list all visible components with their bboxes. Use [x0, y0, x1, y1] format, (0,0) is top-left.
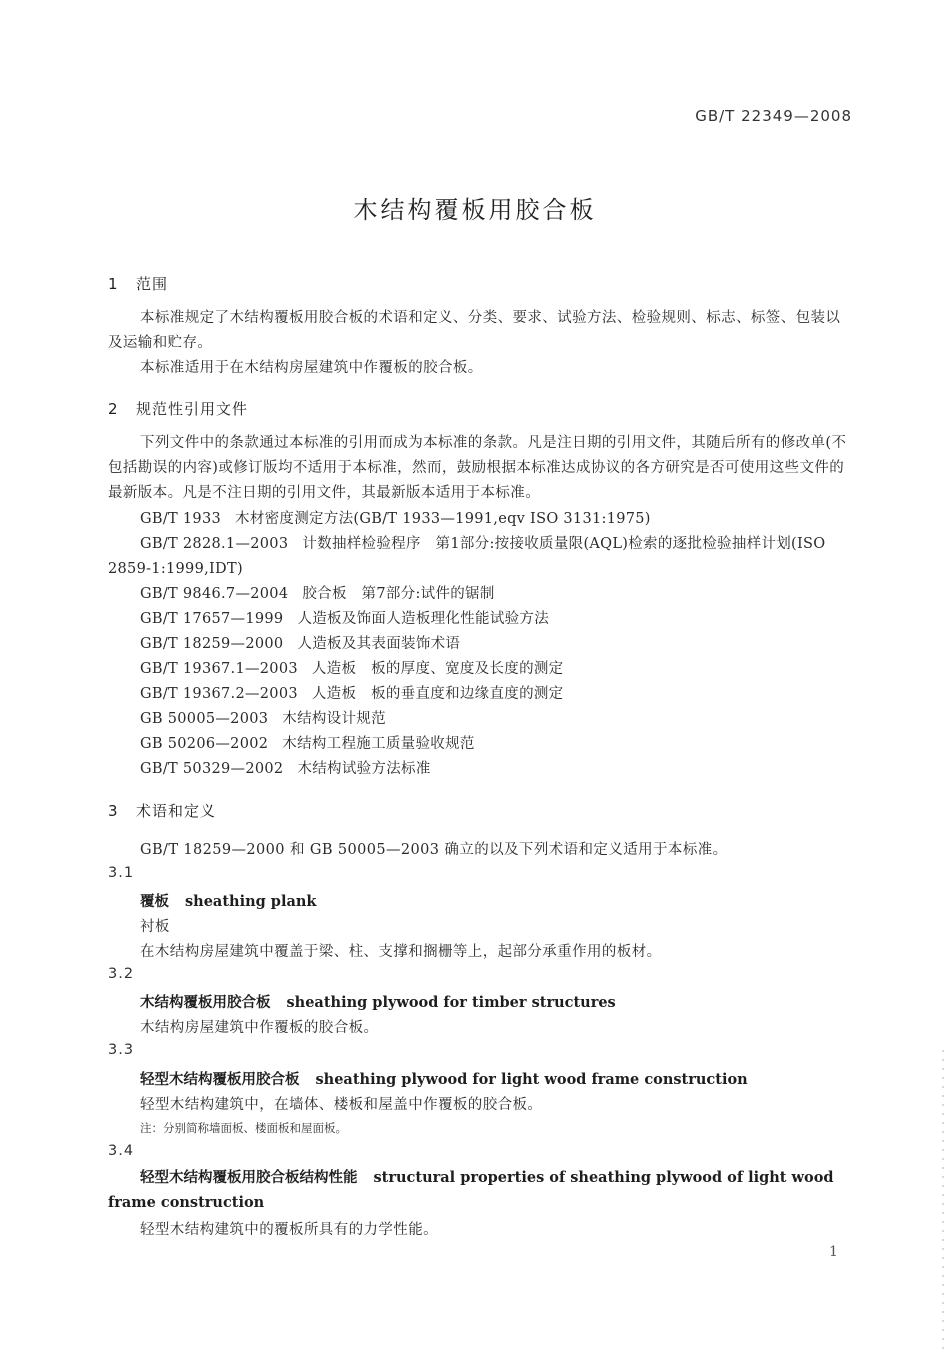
term-chinese: 轻型木结构覆板用胶合板: [140, 1071, 300, 1088]
term-heading: [140, 991, 616, 1012]
term-definition: 木结构房屋建筑中作覆板的胶合板。: [140, 1020, 379, 1036]
reference-item: [140, 607, 549, 632]
reference-code: GB/T 18259—2000: [140, 636, 284, 652]
term-chinese: 木结构覆板用胶合板: [140, 994, 271, 1011]
reference-code: GB/T 19367.1—2003: [140, 661, 298, 677]
reference-code: GB 50206—2002: [140, 736, 269, 752]
reference-item: [140, 507, 651, 532]
section-number: 3: [108, 802, 118, 820]
reference-item: [108, 532, 850, 582]
reference-code: GB/T 1933: [140, 511, 222, 527]
term-heading: [140, 1068, 748, 1089]
page-title: 木结构覆板用胶合板: [353, 196, 597, 224]
reference-code: GB 50005—2003: [140, 711, 269, 727]
section-number: 2: [108, 400, 118, 418]
reference-code: GB/T 50329—2002: [140, 761, 284, 777]
term-english: sheathing plywood for timber structures: [286, 994, 616, 1011]
term-synonym: 衬板: [140, 919, 170, 935]
reference-code: GB/T 2828.1—2003: [140, 536, 289, 552]
term-english: sheathing plywood for light wood frame construction: [315, 1071, 748, 1088]
term-heading: [140, 890, 316, 911]
section-title: 规范性引用文件: [136, 400, 249, 418]
reference-item: [140, 657, 563, 682]
section-1-paragraph-1: 本标准规定了木结构覆板用胶合板的术语和定义、分类、要求、试验方法、检验规则、标志、标签、包装以及运输和贮存。: [108, 310, 841, 351]
reference-title: 木结构工程施工质量验收规范: [282, 736, 475, 752]
reference-item: [140, 632, 460, 657]
reference-item: [140, 582, 495, 607]
reference-item: [140, 707, 386, 732]
term-definition: 轻型木结构建筑中，在墙体、楼板和屋盖中作覆板的胶合板。: [140, 1097, 543, 1113]
term-number: 3.3: [108, 1042, 135, 1058]
term-english: structural properties of sheathing plywood of light wood frame construction: [108, 1169, 834, 1211]
scan-edge-mark: [942, 1050, 944, 1350]
term-heading: [108, 1165, 850, 1215]
reference-title: 胶合板 第7部分:试件的锯制: [302, 586, 495, 602]
reference-title: 木结构设计规范: [282, 711, 386, 727]
reference-title: 人造板 板的厚度、宽度及长度的测定: [311, 661, 564, 677]
term-note: 注：分别简称墙面板、楼面板和屋面板。: [140, 1121, 347, 1135]
reference-item: [140, 732, 475, 757]
reference-title: 木结构试验方法标准: [297, 761, 431, 777]
section-number: 1: [108, 275, 118, 293]
term-definition: 轻型木结构建筑中的覆板所具有的力学性能。: [140, 1222, 438, 1238]
reference-title: 人造板 板的垂直度和边缘直度的测定: [311, 686, 564, 702]
section-3-heading: [108, 800, 216, 821]
section-2-heading: [108, 398, 248, 419]
reference-code: GB/T 19367.2—2003: [140, 686, 298, 702]
reference-code: GB/T 9846.7—2004: [140, 586, 289, 602]
term-number: 3.4: [108, 1143, 135, 1159]
term-definition: 在木结构房屋建筑中覆盖于梁、柱、支撑和搁栅等上，起部分承重作用的板材。: [140, 944, 662, 960]
reference-title: 人造板及其表面装饰术语: [297, 636, 461, 652]
section-title: 术语和定义: [136, 802, 217, 820]
term-chinese: 轻型木结构覆板用胶合板结构性能: [140, 1169, 358, 1186]
reference-title: 木材密度测定方法(GB/T 1933—1991,eqv ISO 3131:1975): [235, 511, 651, 527]
reference-title: 人造板及饰面人造板理化性能试验方法: [297, 611, 550, 627]
term-english: sheathing plank: [185, 893, 317, 910]
section-title: 范围: [136, 275, 169, 293]
section-3-intro: GB/T 18259—2000 和 GB 50005—2003 确立的以及下列术语和定义适用于本标准。: [140, 842, 728, 858]
term-number: 3.2: [108, 966, 135, 982]
section-1-paragraph-2: 本标准适用于在木结构房屋建筑中作覆板的胶合板。: [140, 360, 483, 376]
term-chinese: 覆板: [140, 893, 169, 910]
reference-code: GB/T 17657—1999: [140, 611, 284, 627]
section-2-intro: 下列文件中的条款通过本标准的引用而成为本标准的条款。凡是注日期的引用文件，其随后所有的修改单(不包括勘误的内容)或修订版均不适用于本标准，然而，鼓励根据本标准达成协议的各方研究是否可使用这些文件的最新版本。凡是不注日期的引用文件，其最新版本适用于本标准。: [108, 435, 847, 501]
standard-code: GB/T 22349—2008: [695, 107, 852, 125]
section-1-heading: [108, 273, 168, 294]
term-number: 3.1: [108, 865, 135, 881]
reference-title: 计数抽样检验程序 第1部分:按接收质量限(AQL)检索的逐批检验抽样计划(ISO 2859-1:1999,IDT): [108, 536, 826, 577]
page-number: 1: [829, 1244, 838, 1260]
reference-item: [140, 682, 563, 707]
reference-item: [140, 757, 431, 782]
